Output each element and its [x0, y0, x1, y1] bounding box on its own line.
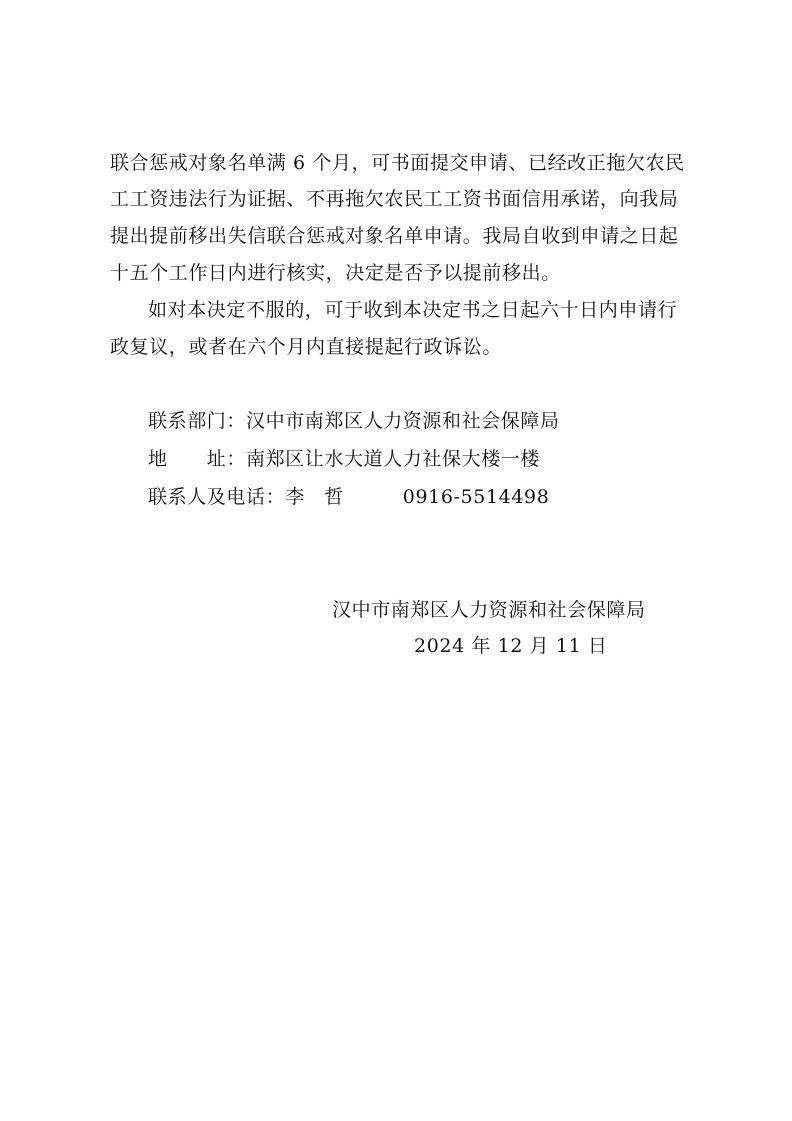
- paragraph-1-line-2: 工工资违法行为证据、不再拖欠农民工工资书面信用承诺，向我局: [110, 188, 679, 210]
- paragraph-1-line-4: 十五个工作日内进行核实，决定是否予以提前移出。: [110, 262, 561, 284]
- paragraph-2-line-1: 如对本决定不服的，可于收到本决定书之日起六十日内申请行: [148, 299, 678, 321]
- contact-address: 地 址：南郑区让水大道人力社保大楼一楼: [148, 448, 541, 470]
- paragraph-1-line-3: 提出提前移出失信联合惩戒对象名单申请。我局自收到申请之日起: [110, 225, 679, 247]
- signature-organization: 汉中市南郑区人力资源和社会保障局: [332, 599, 646, 621]
- contact-department: 联系部门：汉中市南郑区人力资源和社会保障局: [148, 410, 560, 432]
- signature-date: 2024 年 12 月 11 日: [414, 635, 608, 657]
- contact-person-phone: 联系人及电话：李 哲 0916-5514498: [148, 486, 550, 508]
- paragraph-1-line-1: 联合惩戒对象名单满 6 个月，可书面提交申请、已经改正拖欠农民: [110, 152, 685, 174]
- paragraph-2-line-2: 政复议，或者在六个月内直接提起行政诉讼。: [110, 336, 503, 358]
